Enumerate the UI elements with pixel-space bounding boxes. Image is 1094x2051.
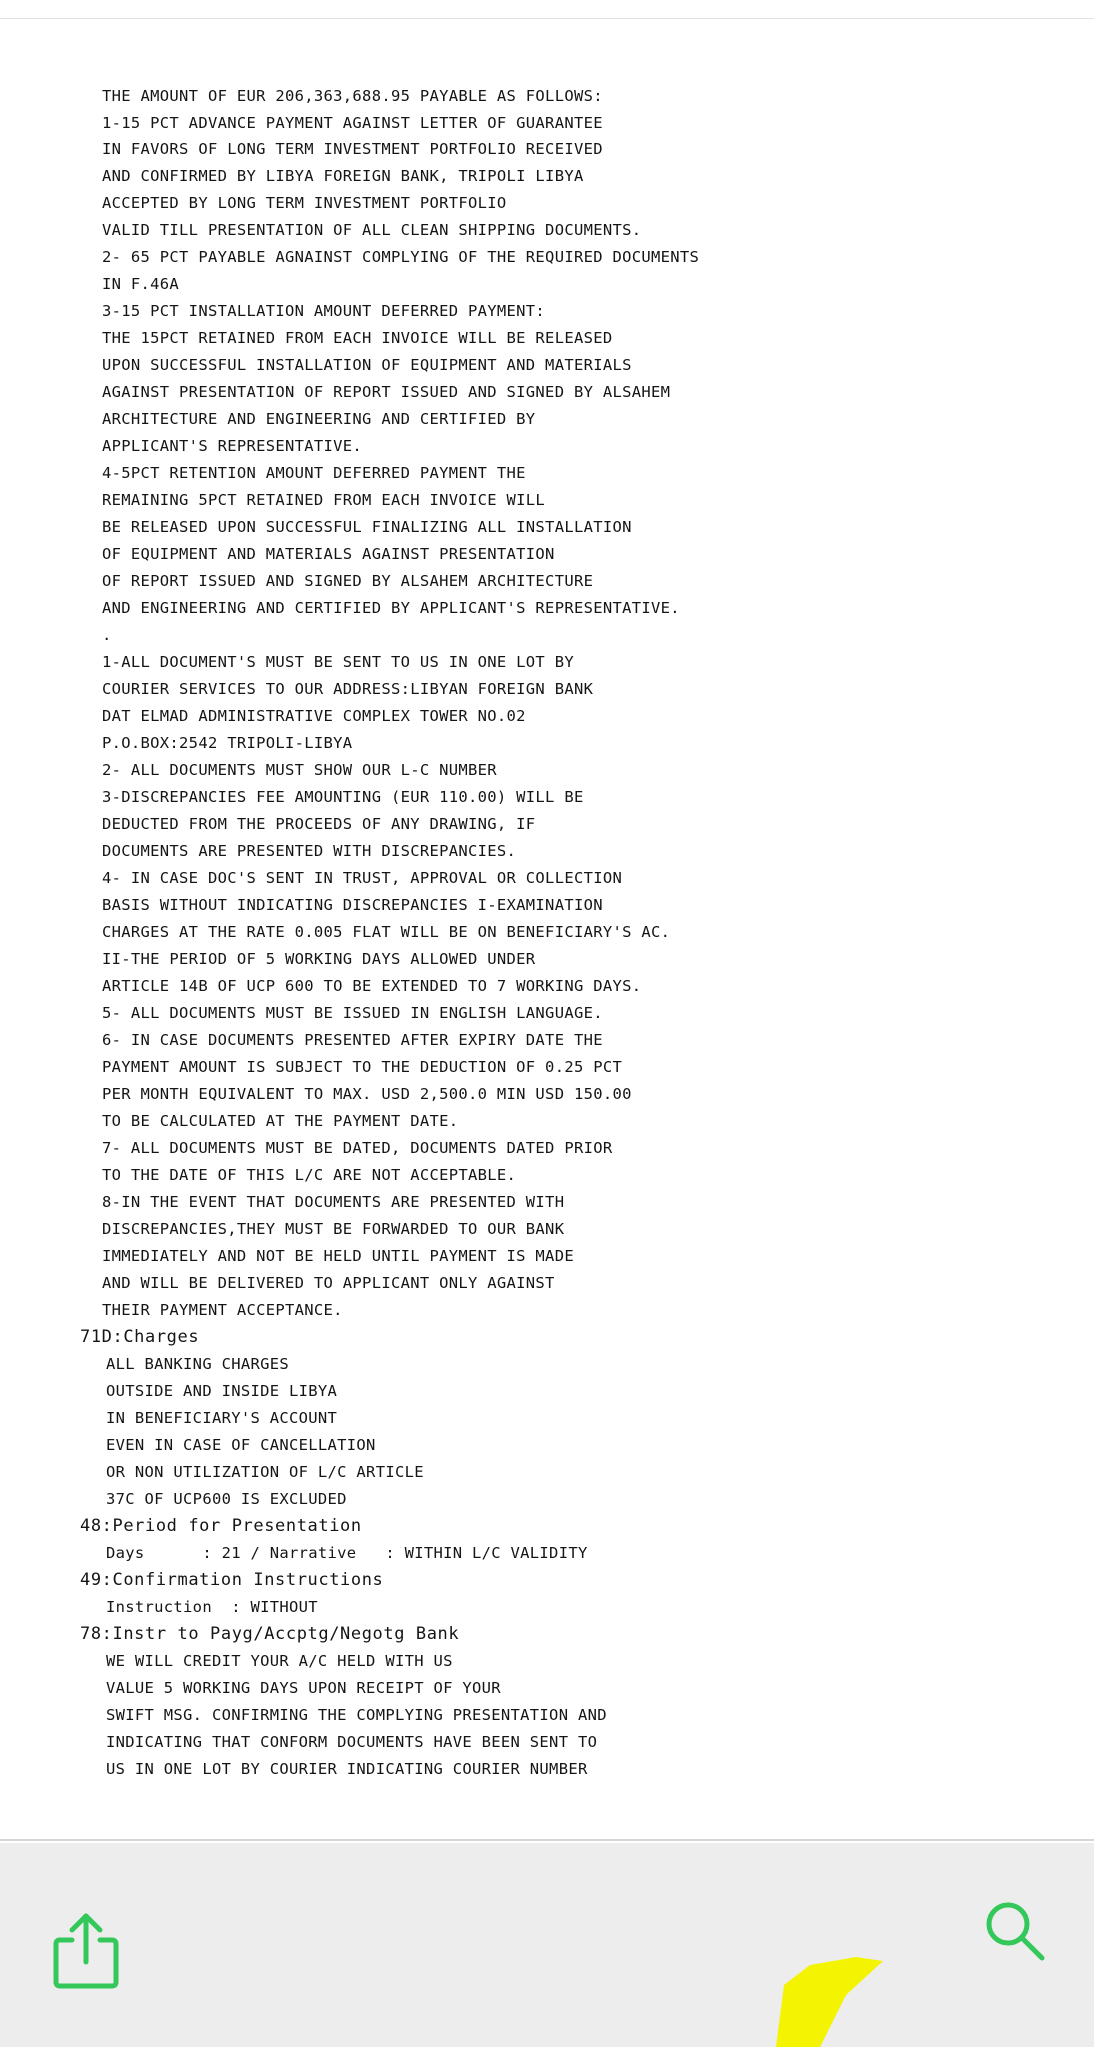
text-line: 3-15 PCT INSTALLATION AMOUNT DEFERRED PAYMENT: bbox=[102, 302, 546, 320]
text-line: SWIFT MSG. CONFIRMING THE COMPLYING PRESENTATION AND bbox=[106, 1706, 607, 1724]
text-line: COURIER SERVICES TO OUR ADDRESS:LIBYAN FOREIGN BANK bbox=[102, 680, 594, 698]
text-line: OUTSIDE AND INSIDE LIBYA bbox=[106, 1382, 338, 1400]
text-line: ACCEPTED BY LONG TERM INVESTMENT PORTFOLIO bbox=[102, 194, 507, 212]
text-line: DAT ELMAD ADMINISTRATIVE COMPLEX TOWER NO.02 bbox=[102, 707, 526, 725]
text-line: CHARGES AT THE RATE 0.005 FLAT WILL BE ON BENEFICIARY'S AC. bbox=[102, 923, 671, 941]
text-line: IN BENEFICIARY'S ACCOUNT bbox=[106, 1409, 338, 1427]
search-button[interactable] bbox=[982, 1898, 1048, 1964]
text-line: IMMEDIATELY AND NOT BE HELD UNTIL PAYMENT IS MADE bbox=[102, 1247, 574, 1265]
text-line: 3-DISCREPANCIES FEE AMOUNTING (EUR 110.00) WILL BE bbox=[102, 788, 584, 806]
text-line: II-THE PERIOD OF 5 WORKING DAYS ALLOWED UNDER bbox=[102, 950, 536, 968]
text-line: OF EQUIPMENT AND MATERIALS AGAINST PRESENTATION bbox=[102, 545, 555, 563]
text-line: 4- IN CASE DOC'S SENT IN TRUST, APPROVAL OR COLLECTION bbox=[102, 869, 623, 887]
text-line: BE RELEASED UPON SUCCESSFUL FINALIZING ALL INSTALLATION bbox=[102, 518, 632, 536]
text-line: AND WILL BE DELIVERED TO APPLICANT ONLY AGAINST bbox=[102, 1274, 555, 1292]
field-heading-confirmation: 49:Confirmation Instructions bbox=[80, 1570, 384, 1590]
text-line: . bbox=[102, 626, 112, 644]
text-line: REMAINING 5PCT RETAINED FROM EACH INVOICE WILL bbox=[102, 491, 546, 509]
text-line: VALUE 5 WORKING DAYS UPON RECEIPT OF YOUR bbox=[106, 1679, 501, 1697]
text-line: INDICATING THAT CONFORM DOCUMENTS HAVE BEEN SENT TO bbox=[106, 1733, 598, 1751]
text-line: DOCUMENTS ARE PRESENTED WITH DISCREPANCIES. bbox=[102, 842, 517, 860]
text-line: DEDUCTED FROM THE PROCEEDS OF ANY DRAWING, IF bbox=[102, 815, 536, 833]
text-line: EVEN IN CASE OF CANCELLATION bbox=[106, 1436, 376, 1454]
field-heading-period: 48:Period for Presentation bbox=[80, 1516, 362, 1536]
text-line: VALID TILL PRESENTATION OF ALL CLEAN SHIPPING DOCUMENTS. bbox=[102, 221, 642, 239]
text-line: IN F.46A bbox=[102, 275, 180, 293]
text-line: 1-ALL DOCUMENT'S MUST BE SENT TO US IN ONE LOT BY bbox=[102, 653, 574, 671]
text-line: ALL BANKING CHARGES bbox=[106, 1355, 290, 1373]
text-line: 8-IN THE EVENT THAT DOCUMENTS ARE PRESENTED WITH bbox=[102, 1193, 565, 1211]
text-line: THE AMOUNT OF EUR 206,363,688.95 PAYABLE AS FOLLOWS: bbox=[102, 87, 603, 105]
text-line: PAYMENT AMOUNT IS SUBJECT TO THE DEDUCTION OF 0.25 PCT bbox=[102, 1058, 623, 1076]
text-line: AGAINST PRESENTATION OF REPORT ISSUED AND SIGNED BY ALSAHEM bbox=[102, 383, 671, 401]
text-line: AND ENGINEERING AND CERTIFIED BY APPLICANT'S REPRESENTATIVE. bbox=[102, 599, 680, 617]
share-button[interactable] bbox=[50, 1910, 122, 1990]
text-line: THE 15PCT RETAINED FROM EACH INVOICE WILL BE RELEASED bbox=[102, 329, 613, 347]
text-line: P.O.BOX:2542 TRIPOLI-LIBYA bbox=[102, 734, 353, 752]
text-line: TO THE DATE OF THIS L/C ARE NOT ACCEPTABLE. bbox=[102, 1166, 517, 1184]
text-line: 4-5PCT RETENTION AMOUNT DEFERRED PAYMENT THE bbox=[102, 464, 526, 482]
text-line: Instruction : WITHOUT bbox=[106, 1598, 318, 1616]
search-icon bbox=[982, 1898, 1048, 1964]
text-line: 6- IN CASE DOCUMENTS PRESENTED AFTER EXPIRY DATE THE bbox=[102, 1031, 603, 1049]
text-line: 5- ALL DOCUMENTS MUST BE ISSUED IN ENGLISH LANGUAGE. bbox=[102, 1004, 603, 1022]
text-line: 7- ALL DOCUMENTS MUST BE DATED, DOCUMENTS DATED PRIOR bbox=[102, 1139, 613, 1157]
highlighter-stroke bbox=[718, 1955, 888, 2047]
text-line: UPON SUCCESSFUL INSTALLATION OF EQUIPMENT AND MATERIALS bbox=[102, 356, 632, 374]
text-line: US IN ONE LOT BY COURIER INDICATING COURIER NUMBER bbox=[106, 1760, 588, 1778]
text-line: OF REPORT ISSUED AND SIGNED BY ALSAHEM ARCHITECTURE bbox=[102, 572, 594, 590]
document-page[interactable] bbox=[0, 19, 1094, 1841]
share-icon bbox=[50, 1910, 122, 1990]
bottom-toolbar bbox=[0, 1843, 1094, 2047]
text-line: TO BE CALCULATED AT THE PAYMENT DATE. bbox=[102, 1112, 459, 1130]
text-line: Days : 21 / Narrative : WITHIN L/C VALIDITY bbox=[106, 1544, 588, 1562]
text-line: 1-15 PCT ADVANCE PAYMENT AGAINST LETTER OF GUARANTEE bbox=[102, 114, 603, 132]
text-line: ARCHITECTURE AND ENGINEERING AND CERTIFIED BY bbox=[102, 410, 536, 428]
text-line: DISCREPANCIES,THEY MUST BE FORWARDED TO OUR BANK bbox=[102, 1220, 565, 1238]
text-line: WE WILL CREDIT YOUR A/C HELD WITH US bbox=[106, 1652, 453, 1670]
text-line: AND CONFIRMED BY LIBYA FOREIGN BANK, TRIPOLI LIBYA bbox=[102, 167, 584, 185]
text-line: THEIR PAYMENT ACCEPTANCE. bbox=[102, 1301, 343, 1319]
text-line: APPLICANT'S REPRESENTATIVE. bbox=[102, 437, 363, 455]
field-heading-instructions: 78:Instr to Payg/Accptg/Negotg Bank bbox=[80, 1624, 460, 1644]
field-heading-charges: 71D:Charges bbox=[80, 1327, 200, 1347]
text-line: OR NON UTILIZATION OF L/C ARTICLE bbox=[106, 1463, 424, 1481]
text-line: BASIS WITHOUT INDICATING DISCREPANCIES I-EXAMINATION bbox=[102, 896, 603, 914]
text-line: 37C OF UCP600 IS EXCLUDED bbox=[106, 1490, 347, 1508]
text-line: 2- ALL DOCUMENTS MUST SHOW OUR L-C NUMBER bbox=[102, 761, 497, 779]
text-line: PER MONTH EQUIVALENT TO MAX. USD 2,500.0 MIN USD 150.00 bbox=[102, 1085, 632, 1103]
text-line: IN FAVORS OF LONG TERM INVESTMENT PORTFOLIO RECEIVED bbox=[102, 140, 603, 158]
text-line: ARTICLE 14B OF UCP 600 TO BE EXTENDED TO 7 WORKING DAYS. bbox=[102, 977, 642, 995]
text-line: 2- 65 PCT PAYABLE AGNAINST COMPLYING OF THE REQUIRED DOCUMENTS bbox=[102, 248, 700, 266]
